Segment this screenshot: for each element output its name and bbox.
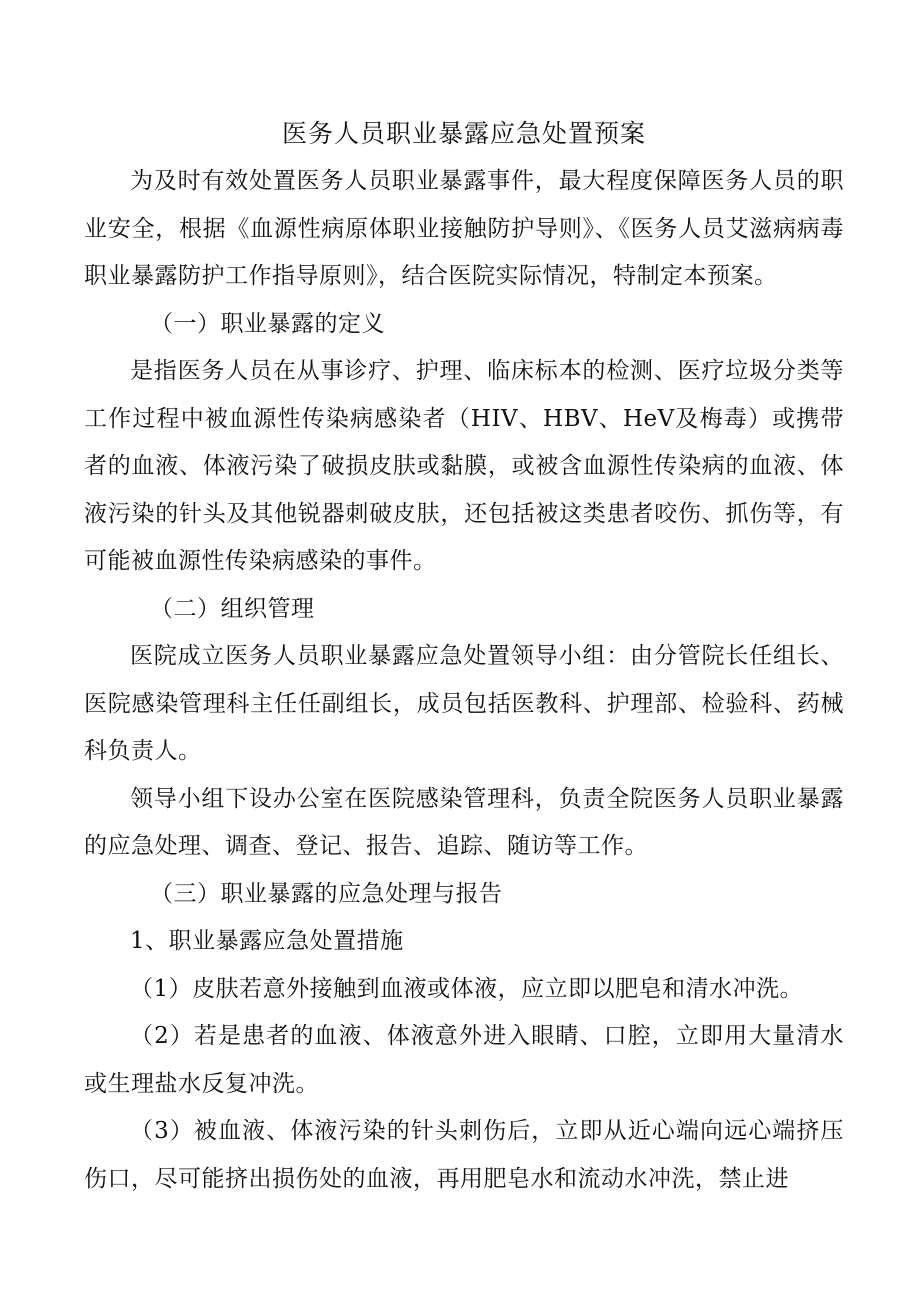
measure-item-3: （3）被血液、体液污染的针头刺伤后，立即从近心端向远心端挤压伤口，尽可能挤出损伤处的血液，再用肥皂水和流动水冲洗，禁止进 [84, 1118, 844, 1192]
document-page [84, 110, 844, 1203]
section-heading-definition: （一）职业暴露的定义 [150, 310, 385, 337]
definition-paragraph: 是指医务人员在从事诊疗、护理、临床标本的检测、医疗垃圾分类等工作过程中被血源性传染病感染者（HIV、HBV、HeV及梅毒）或携带者的血液、体液污染了破损皮肤或黏膜，或被含血源性传染病的血液、体液污染的针头及其他锐器刺破皮肤，还包括被这类患者咬伤、抓伤等，有可能被血源性传染病感染的事件。 [84, 358, 844, 574]
measure-item-2: （2）若是患者的血液、体液意外进入眼睛、口腔，立即用大量清水或生理盐水反复冲洗。 [84, 1023, 844, 1097]
section-heading-response: （三）职业暴露的应急处理与报告 [150, 880, 503, 907]
organization-paragraph-2: 领导小组下设办公室在医院感染管理科，负责全院医务人员职业暴露的应急处理、调查、登记、报告、追踪、随访等工作。 [84, 785, 844, 859]
subsection-heading-measures: 1、职业暴露应急处置措施 [130, 928, 404, 954]
intro-paragraph: 为及时有效处置医务人员职业暴露事件，最大程度保障医务人员的职业安全，根据《血源性病原体职业接触防护导则》、《医务人员艾滋病病毒职业暴露防护工作指导原则》，结合医院实际情况，特制定本预案。 [84, 168, 844, 289]
section-heading-organization: （二）组织管理 [150, 595, 315, 622]
document-title: 医务人员职业暴露应急处置预案 [281, 119, 646, 148]
organization-paragraph-1: 医院成立医务人员职业暴露应急处置领导小组：由分管院长任组长、医院感染管理科主任任副组长，成员包括医教科、护理部、检验科、药械科负责人。 [84, 643, 844, 764]
measure-item-1: （1）皮肤若意外接触到血液或体液，应立即以肥皂和清水冲洗。 [130, 975, 804, 1002]
